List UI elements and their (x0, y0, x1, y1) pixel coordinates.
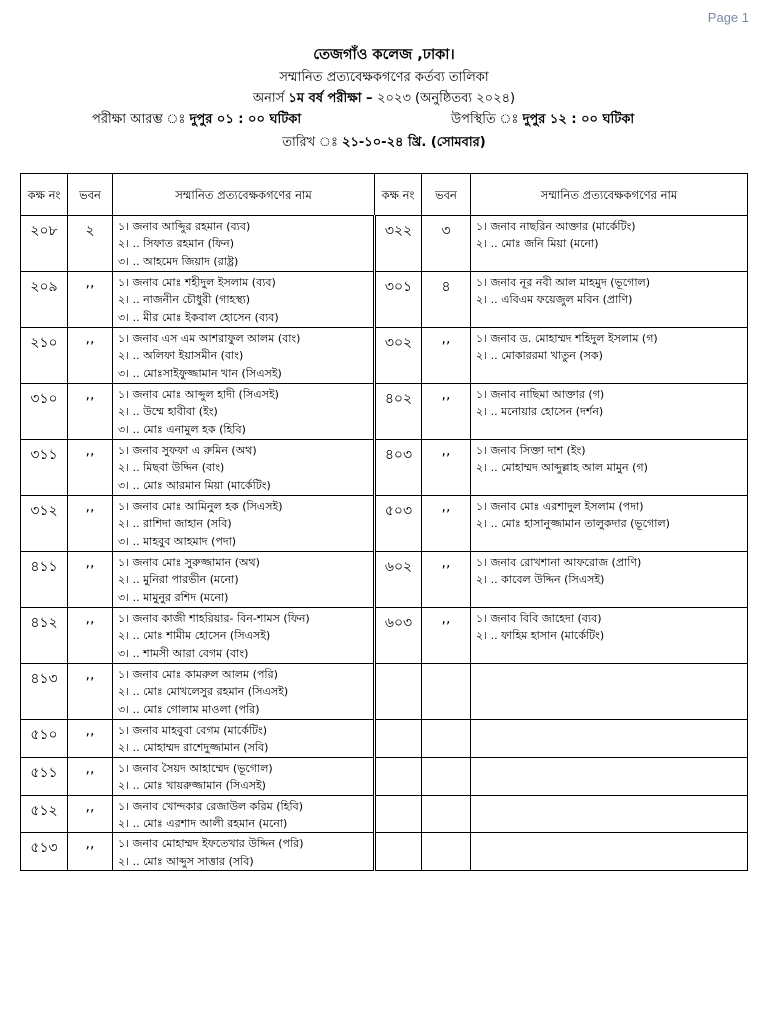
empty-cell (422, 795, 471, 833)
invigilator-names-cell (471, 608, 748, 664)
invigilator-names-cell (113, 757, 375, 795)
invigilator-names-cell (471, 272, 748, 328)
room-number: ৪১১ (21, 552, 68, 608)
room-number: ৬০২ (375, 552, 422, 608)
table-row (21, 272, 748, 328)
invigilator-names-cell (471, 552, 748, 608)
invigilator-name: ১। জনাব কাজী শাহরিয়ার- বিন-শামস (ফিন) (118, 612, 310, 625)
exam-start (92, 110, 301, 131)
empty-cell (422, 833, 471, 871)
invigilator-names-cell (113, 608, 375, 664)
presence-time-value: দুপুর ১২ : ০০ ঘটিকা (522, 112, 635, 127)
room-number: ৩০১ (375, 272, 422, 328)
building-number: ,, (68, 440, 113, 496)
building-number: ,, (68, 552, 113, 608)
invigilator-names-cell (471, 328, 748, 384)
invigilator-name: ১। জনাব সুফফা এ রুমিন (অথ) (118, 444, 257, 457)
room-number: ২০৮ (21, 216, 68, 272)
invigilator-name: ২। .. মোকাররমা খাতুন (সক) (476, 349, 603, 363)
invigilator-names-cell (471, 216, 748, 272)
invigilator-name: ২। .. অলিফা ইয়াসমীন (বাং) (118, 349, 244, 363)
table-header-row (21, 174, 748, 216)
room-number: ২০৯ (21, 272, 68, 328)
invigilator-names-cell (113, 496, 375, 552)
room-number: ৩১০ (21, 384, 68, 440)
building-number: ,, (68, 384, 113, 440)
invigilator-name: ১। জনাব মোঃ শহীদুল ইসলাম (ব্যব) (118, 276, 276, 289)
invigilator-name: ২। .. মোঃ শামীম হোসেন (সিএসই) (118, 629, 271, 643)
invigilator-name: ২। .. এবিএম ফয়েজুল মবিন (প্রাণি) (476, 293, 633, 307)
invigilator-name: ১। জনাব খোন্দকার রেজাউল করিম (হিবি) (118, 799, 304, 813)
invigilator-name: ২। .. মোহাম্মদ রাশেদুজ্জামান (সবি) (118, 741, 269, 755)
building-number: ২ (68, 216, 113, 272)
invigilator-name: ১। জনাব আব্দিুর রহমান (ব্যব) (118, 220, 251, 233)
building-number: ,, (422, 328, 471, 384)
invigilator-name: ৩। .. আহমেদ জিয়াদ (রাষ্ট্র) (118, 254, 239, 268)
invigilator-name: ১। জনাব এস এম আশরাফুল আলম (বাং) (118, 332, 301, 345)
table-row (21, 795, 748, 833)
invigilator-name: ২। .. মোঃ এরশাদ আলী রহমান (মনো) (118, 816, 288, 830)
empty-cell (471, 664, 748, 720)
building-column-header: ভবন (68, 174, 113, 216)
room-number: ৫১৩ (21, 833, 68, 871)
room-number: ৬০৩ (375, 608, 422, 664)
invigilator-names-cell (471, 496, 748, 552)
exam-name: ১ম বর্ষ পরীক্ষা – (288, 91, 378, 106)
invigilator-name: ১। জনাব নাছিমা আক্তার (গ) (476, 388, 605, 401)
invigilator-names-cell (471, 384, 748, 440)
invigilator-name: ২। .. সিফাত রহমান (ফিন) (118, 237, 234, 251)
invigilator-name: ২। .. মোঃ জনি মিয়া (মনো) (476, 237, 599, 251)
invigilator-name: ২। .. কাবেল উদ্দিন (সিএসই) (476, 573, 605, 587)
building-number: ,, (422, 496, 471, 552)
table-row (21, 664, 748, 720)
empty-cell (471, 757, 748, 795)
invigilator-name: ২। .. রাশিদা জাহান (সবি) (118, 517, 232, 531)
table-row (21, 440, 748, 496)
invigilator-name: ৩। .. মামুনুর রশিদ (মনো) (118, 590, 229, 604)
room-column-header: কক্ষ নং (21, 174, 68, 216)
empty-cell (375, 795, 422, 833)
invigilator-name: ২। .. মনোয়ার হোসেন (দর্শন) (476, 405, 604, 419)
room-number: ৫১০ (21, 720, 68, 758)
invigilator-name: ১। জনাব নাছরিন আক্তার (মার্কেটিং) (476, 220, 636, 233)
room-number: ৪১২ (21, 608, 68, 664)
invigilator-name: ২। .. মোঃ খায়রুজ্জামান (সিএসই) (118, 779, 266, 793)
invigilator-name: ২। .. মোঃ আব্দুস সাত্তার (সবি) (118, 854, 254, 868)
invigilator-duty-table (20, 173, 748, 871)
invigilator-name: ১। জনাব ড. মোহাম্মদ শহিদুল ইসলাম (গ) (476, 332, 658, 345)
names-column-header: সম্মানিত প্রত্যবেক্ষকগণের নাম (113, 174, 375, 216)
room-number: ৫১২ (21, 795, 68, 833)
building-number: ,, (68, 833, 113, 871)
room-number: ৩১১ (21, 440, 68, 496)
room-number: ২১০ (21, 328, 68, 384)
building-number: ,, (68, 272, 113, 328)
empty-cell (422, 720, 471, 758)
exam-start-label: পরীক্ষা আরম্ভ ঃ (92, 112, 190, 127)
invigilator-name: ২। .. মোহাম্মদ আব্দুল্লাহ আল মামুন (গ) (476, 461, 648, 475)
invigilator-names-cell (113, 328, 375, 384)
table-row (21, 328, 748, 384)
room-number: ৪০৩ (375, 440, 422, 496)
room-number: ৩১২ (21, 496, 68, 552)
invigilator-names-cell (113, 552, 375, 608)
building-number: ,, (422, 384, 471, 440)
building-number: ,, (422, 552, 471, 608)
invigilator-name: ৩। .. মাহবুব আহমাদ (পদা) (118, 534, 237, 548)
invigilator-names-cell (113, 216, 375, 272)
invigilator-name: ২। .. মোঃ মোখলেসুর রহমান (সিএসই) (118, 685, 289, 699)
table-row (21, 384, 748, 440)
table-row (21, 496, 748, 552)
invigilator-name: ৩। .. শামসী আরা বেগম (বাং) (118, 646, 249, 660)
building-number: ,, (422, 608, 471, 664)
empty-cell (375, 720, 422, 758)
invigilator-names-cell (113, 272, 375, 328)
building-number: ৪ (422, 272, 471, 328)
invigilator-names-cell (113, 384, 375, 440)
building-number: ,, (68, 664, 113, 720)
invigilator-name: ১। জনাব মোঃ আমিনুল হক (সিএসই) (118, 500, 283, 513)
room-number: ৪০২ (375, 384, 422, 440)
building-number: ,, (68, 720, 113, 758)
exam-date-label: তারিখ ঃ (282, 135, 343, 150)
empty-cell (375, 833, 422, 871)
invigilator-name: ১। জনাব মোঃ আব্দুল হাদী (সিএসই) (118, 388, 279, 401)
page-number-label: Page 1 (707, 10, 749, 25)
room-column-header: কক্ষ নং (375, 174, 422, 216)
table-row (21, 552, 748, 608)
invigilator-name: ২। .. উম্মে হাবীবা (ইং) (118, 405, 218, 419)
empty-cell (471, 795, 748, 833)
invigilator-name: ৩। .. মীর মোঃ ইকবাল হোসেন (ব্যব) (118, 310, 279, 324)
building-column-header: ভবন (422, 174, 471, 216)
invigilator-name: ১। জনাব মোহাম্মদ ইফতেখার উদ্দিন (পরি) (118, 837, 304, 851)
invigilator-names-cell (113, 664, 375, 720)
invigilator-name: ২। .. মোঃ হাসানুজ্জামান তালুকদার (ভূগোল) (476, 517, 670, 531)
empty-cell (422, 664, 471, 720)
invigilator-names-cell (113, 795, 375, 833)
empty-cell (471, 833, 748, 871)
invigilator-name: ১। জনাব রোখশানা আফরোজ (প্রাণি) (476, 556, 642, 569)
table-row (21, 757, 748, 795)
invigilator-name: ১। জনাব সৈয়দ আহাম্মেদ (ভূগোল) (118, 761, 273, 775)
exam-line (0, 89, 768, 110)
invigilator-names-cell (113, 720, 375, 758)
room-number: ৪১৩ (21, 664, 68, 720)
table-row (21, 833, 748, 871)
invigilator-name: ১। জনাব বিবি জাহেদা (ব্যব) (476, 612, 602, 625)
room-number: ৩২২ (375, 216, 422, 272)
invigilator-name: ২। .. মুনিরা পারভীন (মনো) (118, 573, 239, 587)
invigilator-name: ২। .. নাজনীন চৌধুরী (গাহস্থ্য) (118, 293, 251, 307)
invigilator-name: ১। জনাব মাহবুবা বেগম (মার্কেটিং) (118, 724, 268, 737)
building-number: ,, (422, 440, 471, 496)
invigilator-names-cell (113, 833, 375, 871)
table-row (21, 216, 748, 272)
empty-cell (422, 757, 471, 795)
presence-label: উপস্থিতি ঃ (451, 112, 523, 127)
invigilator-name: ১। জনাব মোঃ সুরুজ্জামান (অথ) (118, 556, 260, 569)
invigilator-name: ২। .. ফাহিম হাসান (মার্কেটিং) (476, 629, 605, 643)
table-row (21, 608, 748, 664)
building-number: ,, (68, 795, 113, 833)
building-number: ৩ (422, 216, 471, 272)
building-number: ,, (68, 757, 113, 795)
invigilator-name: ১। জনাব সিক্তা দাশ (ইং) (476, 444, 586, 457)
empty-cell (375, 757, 422, 795)
building-number: ,, (68, 608, 113, 664)
invigilator-names-cell (113, 440, 375, 496)
exam-start-time: দুপুর ০১ : ০০ ঘটিকা (189, 112, 302, 127)
exam-date-value: ২১-১০-২৪ খ্রি. (সোমবার) (342, 135, 486, 150)
exam-prefix: অনার্স (252, 91, 289, 106)
invigilator-name: ২। .. মিছবা উদ্দিন (বাং) (118, 461, 225, 475)
empty-cell (471, 720, 748, 758)
invigilator-names-cell (471, 440, 748, 496)
invigilator-name: ৩। .. মোঃ গোলাম মাওলা (পরি) (118, 702, 260, 716)
college-name: তেজগাঁও কলেজ ,ঢাকা। (313, 47, 455, 63)
room-number: ৫১১ (21, 757, 68, 795)
invigilator-name: ৩। .. মোঃ আরমান মিয়া (মার্কেটিং) (118, 478, 271, 492)
invigilator-name: ১। জনাব নূর নবী আল মাহমুদ (ভূগোল) (476, 276, 651, 289)
presence-time (451, 110, 634, 131)
invigilator-name: ১। জনাব মোঃ কামরুল আলম (পরি) (118, 668, 278, 681)
exam-year: ২০২৩ (অনুষ্ঠিতব্য ২০২৪) (377, 91, 516, 106)
table-row (21, 720, 748, 758)
building-number: ,, (68, 496, 113, 552)
empty-cell (375, 664, 422, 720)
building-number: ,, (68, 328, 113, 384)
exam-date (0, 133, 768, 154)
invigilator-name: ১। জনাব মোঃ এরশাদুল ইসলাম (পদা) (476, 500, 644, 513)
invigilator-name: ৩। .. মোঃ এনামুল হক (হিবি) (118, 422, 246, 436)
names-column-header: সম্মানিত প্রত্যবেক্ষকগণের নাম (471, 174, 748, 216)
invigilator-name: ৩। .. মোঃসাইফুজ্জামান খান (সিএসই) (118, 366, 282, 380)
room-number: ৫০৩ (375, 496, 422, 552)
room-number: ৩০২ (375, 328, 422, 384)
document-title: সম্মানিত প্রত্যবেক্ষকগণের কর্তব্য তালিকা (279, 70, 489, 85)
